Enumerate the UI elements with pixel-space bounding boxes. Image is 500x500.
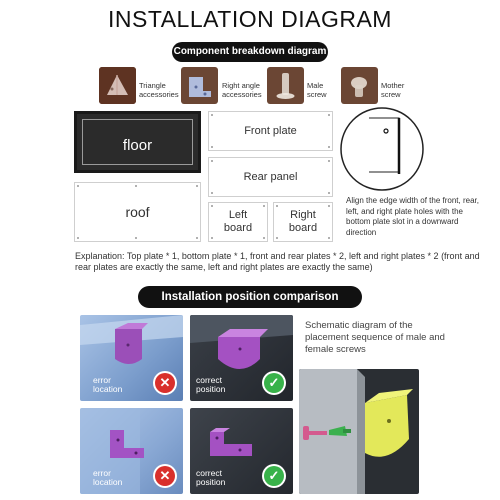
cross-mark: ✕ (155, 466, 175, 486)
comparison-photo-correct-2 (190, 408, 293, 494)
section-label-components: Component breakdown diagram (172, 42, 328, 62)
check-mark: ✓ (264, 373, 284, 393)
cross-mark: ✕ (155, 373, 175, 393)
front-plate (208, 111, 333, 151)
comparison-photo-error-1 (80, 315, 183, 401)
correct-position-label: correct position (196, 468, 226, 487)
floor-plate (74, 111, 201, 173)
left-board-label: Left board (223, 209, 253, 234)
rear-panel-label: Rear panel (243, 171, 298, 183)
component-label: Male screw (307, 81, 327, 99)
component-label: Right angle accessories (222, 81, 262, 99)
correct-check-icon (262, 464, 286, 488)
hole-detail-circle (339, 106, 425, 192)
front-plate-label: Front plate (244, 125, 297, 137)
explanation-text: Explanation: Top plate * 1, bottom plate * 1, front and rear plates * 2, left and right plates * 2 (front and rear plates are exactly the same, left and right plates are exactly the same) (75, 251, 480, 272)
right-angle-accessory-icon (181, 67, 218, 104)
align-note: Align the edge width of the front, rear, left, and right plate holes with the bottom plate slot in a downward direction (346, 196, 479, 237)
error-cross-icon (153, 464, 177, 488)
left-board (208, 202, 268, 242)
section-label-comparison: Installation position comparison (138, 286, 362, 308)
page-title: INSTALLATION DIAGRAM (108, 6, 392, 32)
triangle-accessory-icon (99, 67, 136, 104)
schematic-caption: Schematic diagram of the placement sequence of male and female screws (305, 320, 445, 355)
roof-label: roof (125, 204, 150, 220)
floor-label: floor (82, 119, 193, 165)
check-mark: ✓ (264, 466, 284, 486)
error-cross-icon (153, 371, 177, 395)
mother-screw-icon (341, 67, 378, 104)
component-label: Mother screw (381, 81, 405, 99)
rear-panel (208, 157, 333, 197)
comparison-photo-correct-1 (190, 315, 293, 401)
roof-plate (74, 182, 201, 242)
error-location-label: error location (93, 375, 123, 394)
component-label: Triangle accessories (139, 81, 179, 99)
correct-check-icon (262, 371, 286, 395)
right-board (273, 202, 333, 242)
male-screw-icon (267, 67, 304, 104)
correct-position-label: correct position (196, 375, 226, 394)
comparison-photo-error-2 (80, 408, 183, 494)
error-location-label: error location (93, 468, 123, 487)
schematic-illustration (299, 369, 419, 494)
right-board-label: Right board (288, 209, 318, 234)
